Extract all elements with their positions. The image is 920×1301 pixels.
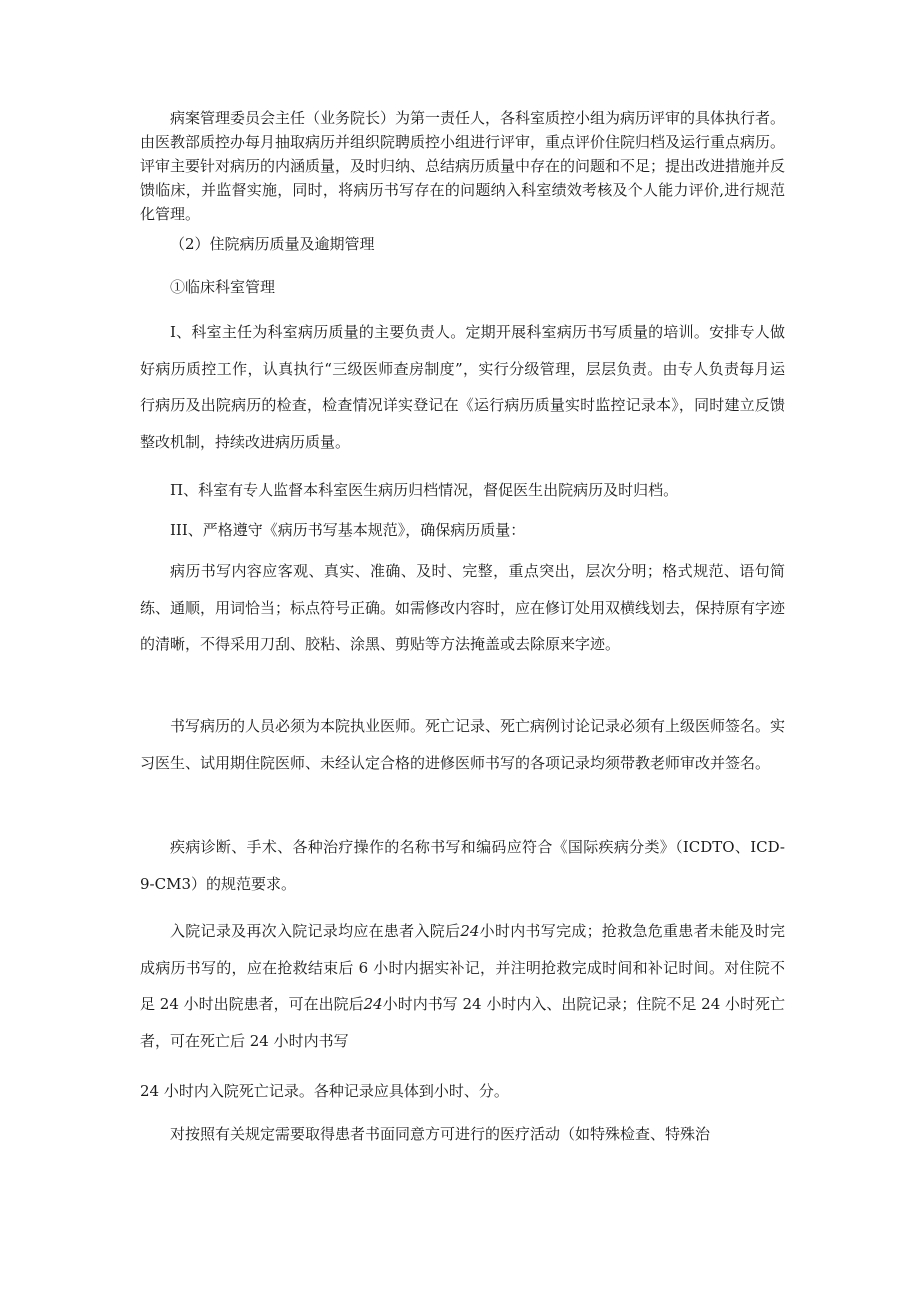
item-I-dept-director: I、科室主任为科室病历质量的主要负责人。定期开展科室病历书写质量的培训。安排专人做好病历质控工作，认真执行“三级医师查房制度”，实行分级管理，层层负责。由专人负责每月运行病历及出院病历的检查，检查情况详实登记在《运行病历质量实时监控记录本》，同时建立反馈整改机制，持续改进病历质量。	[140, 323, 785, 451]
subsection-heading-clinical-dept: ①临床科室管理	[170, 278, 276, 296]
admission-hours-1: 24	[460, 922, 480, 940]
paragraph-consent: 对按照有关规定需要取得患者书面同意方可进行的医疗活动（如特殊检查、特殊治	[170, 1125, 711, 1143]
admission-text-2: 小时内书写完成；抢救急危重患者未能及时完成病历书写的，应在抢救结束后 6 小时内据实补记，并注明抢救完成时间和补记时间。对住院不足 24 小时出院患者，可在出院后	[140, 922, 785, 1013]
paragraph-icd-coding: 疾病诊断、手术、各种治疗操作的名称书写和编码应符合《国际疾病分类》（ICDTO、ICD-9-CM3）的规范要求。	[140, 838, 785, 893]
paragraph-admission-records-continued: 24 小时内入院死亡记录。各种记录应具体到小时、分。	[140, 1082, 509, 1100]
item-II-archiving: П、科室有专人监督本科室医生病历归档情况，督促医生出院病历及时归档。	[170, 481, 679, 499]
admission-text-3: 小时内书写 24 小时内入、出院记录；住院不足 24 小时死亡者，可在死亡后 24 小时内书写	[140, 995, 786, 1050]
paragraph-admission-records	[140, 913, 785, 1059]
paragraph-signer-requirements: 书写病历的人员必须为本院执业医师。死亡记录、死亡病例讨论记录必须有上级医师签名。实习医生、试用期住院医师、未经认定合格的进修医师书写的各项记录均须带教老师审改并签名。	[140, 717, 786, 772]
admission-hours-2: 24	[363, 995, 383, 1013]
item-III-standards: III、严格遵守《病历书写基本规范》，确保病历质量：	[170, 521, 526, 539]
section-heading-inpatient-quality: （2）住院病历质量及逾期管理	[170, 235, 375, 253]
paragraph-responsibility: 病案管理委员会主任（业务院长）为第一责任人，各科室质控小组为病历评审的具体执行者。由医教部质控办每月抽取病历并组织院聘质控小组进行评审，重点评价住院归档及运行重点病历。评审主要针对病历的内涵质量，及时归纳、总结病历质量中存在的问题和不足；提出改进措施并反馈临床，并监督实施，同时，将病历书写存在的问题纳入科室绩效考核及个人能力评价,进行规范化管理。	[140, 109, 786, 223]
admission-text-1: 入院记录及再次入院记录均应在患者入院后	[170, 922, 461, 940]
paragraph-content-requirements: 病历书写内容应客观、真实、准确、及时、完整，重点突出，层次分明；格式规范、语句简练、通顺，用词恰当；标点符号正确。如需修改内容时，应在修订处用双横线划去，保持原有字迹的清晰，不得采用刀刮、胶粘、涂黑、剪贴等方法掩盖或去除原来字迹。	[140, 562, 786, 653]
